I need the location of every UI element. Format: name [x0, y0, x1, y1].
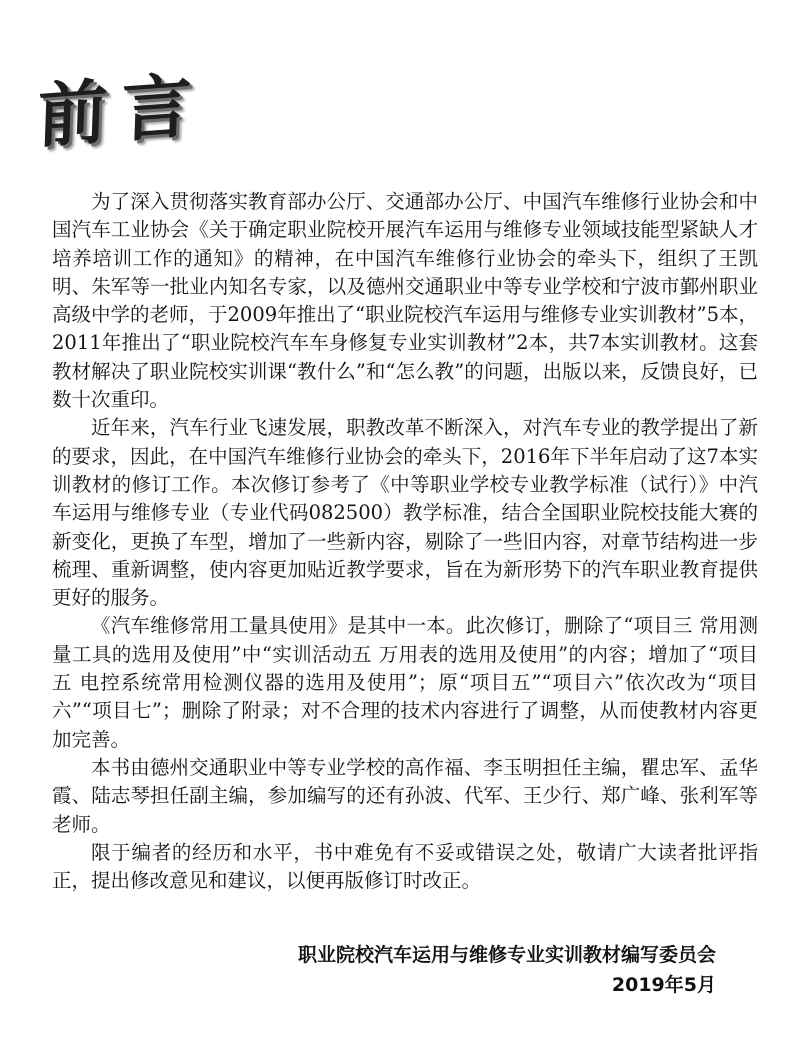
- signature-block: [298, 940, 716, 1000]
- paragraph-revision-reason: 近年来，汽车行业飞速发展，职教改革不断深入，对汽车专业的教学提出了新的要求，因此，在中国汽车维修行业协会的牵头下，2016年下半年启动了这7本实训教材的修订工作。本次修订参考了《中等职业学校专业教学标准（试行）》中汽车运用与维修专业（专业代码082500）教学标准，结合全国职业院校技能大赛的新变化，更换了车型，增加了一些新内容，剔除了一些旧内容，对章节结构进一步梳理、重新调整，使内容更加贴近教学要求，旨在为新形势下的汽车职业教育提供更好的服务。: [52, 416, 758, 610]
- signature-date: 2019年5月: [611, 974, 716, 996]
- paragraph-authors: 本书由德州交通职业中等专业学校的高作福、李玉明担任主编，瞿忠军、孟华霞、陆志琴担任副主编，参加编写的还有孙波、代军、王少行、郑广峰、张利军等老师。: [52, 755, 758, 836]
- paragraph-background: 为了深入贯彻落实教育部办公厅、交通部办公厅、中国汽车维修行业协会和中国汽车工业协会《关于确定职业院校开展汽车运用与维修专业领域技能型紧缺人才培养培训工作的通知》的精神，在中国汽车维修行业协会的牵头下，组织了王凯明、朱军等一批业内知名专家，以及德州交通职业中等专业学校和宁波市鄞州职业高级中学的老师，于2009年推出了“职业院校汽车运用与维修专业实训教材”5本，2011年推出了“职业院校汽车车身修复专业实训教材”2本，共7本实训教材。这套教材解决了职业院校实训课“教什么”和“怎么教”的问题，出版以来，反馈良好，已数十次重印。: [52, 190, 758, 412]
- page-title: 前言: [36, 63, 207, 158]
- page-header: [36, 63, 256, 162]
- signature-committee: 职业院校汽车运用与维修专业实训教材编写委员会: [297, 944, 716, 966]
- paragraph-revision-content: 《汽车维修常用工量具使用》是其中一本。此次修订，删除了“项目三 常用测量工具的选用及使用”中“实训活动五 万用表的选用及使用”的内容；增加了“项目五 电控系统常用检测仪器的选用及使用”；原“项目五”“项目六”依次改为“项目六”“项目七”；删除了附录；对不合理的技术内容进行了调整，从而使教材内容更加完善。: [52, 614, 758, 751]
- preface-body: [52, 188, 758, 895]
- paragraph-feedback: 限于编者的经历和水平，书中难免有不妥或错误之处，敬请广大读者批评指正，提出修改意见和建议，以便再版修订时改正。: [52, 840, 758, 893]
